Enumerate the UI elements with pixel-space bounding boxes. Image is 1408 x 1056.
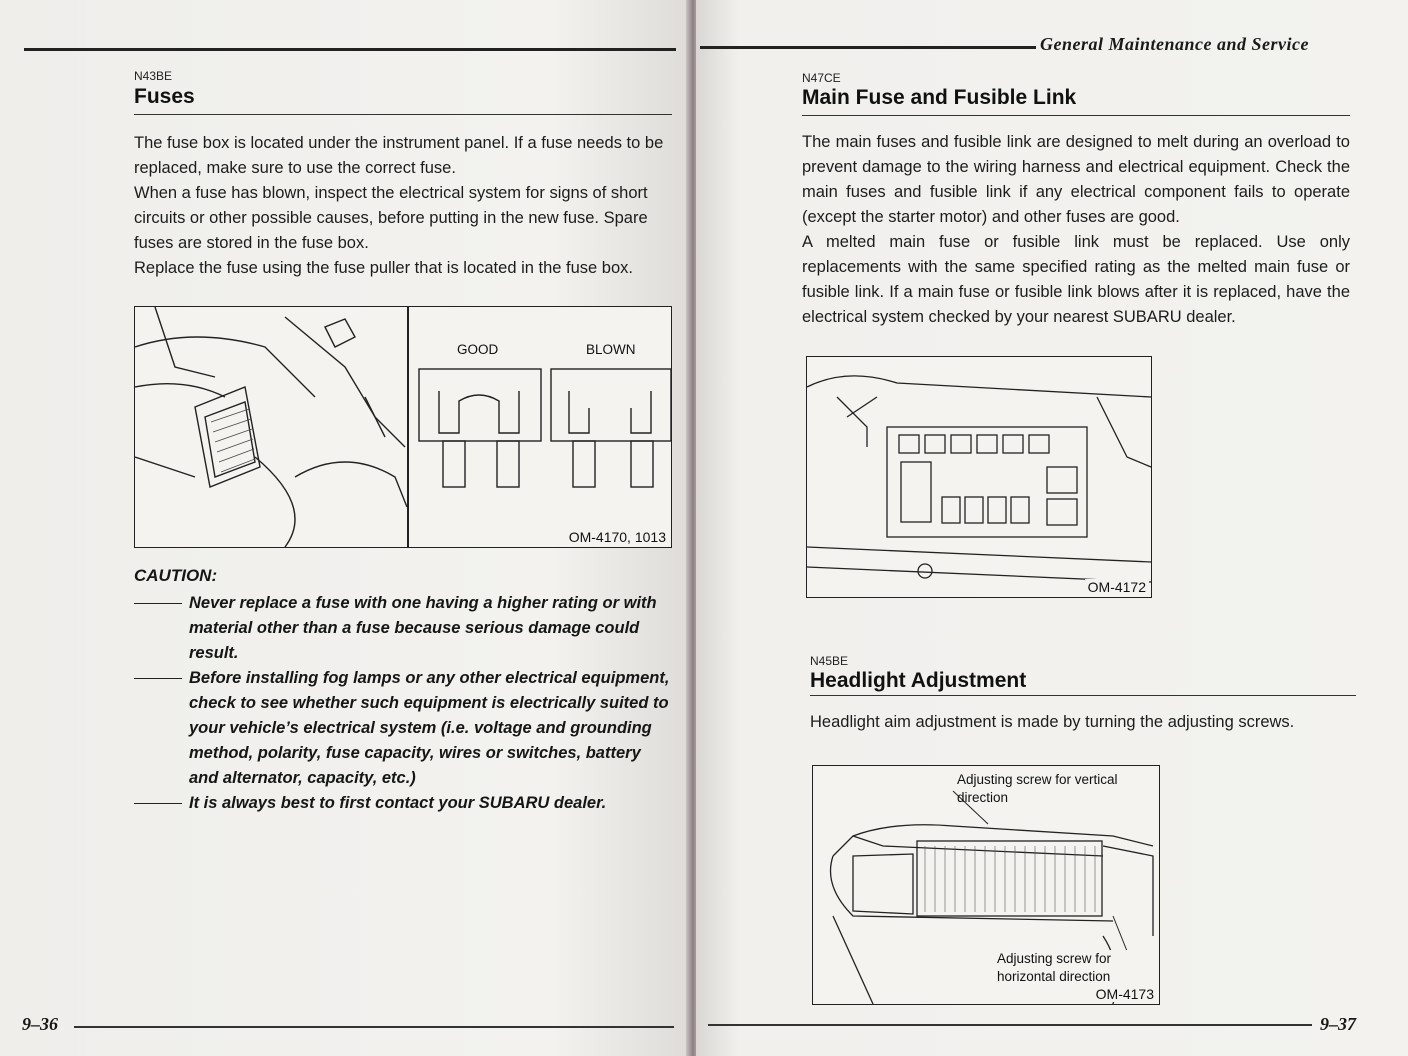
running-head: General Maintenance and Service — [1040, 34, 1309, 54]
headlight-figure-code: OM-4173 — [1093, 986, 1157, 1002]
main-fuse-figure-code: OM-4172 — [1085, 579, 1149, 595]
caution-item-text: Before installing fog lamps or any other electrical equipment, check to see whether such equipment is electrically suited to your vehicle’s electrical system (i.e. voltage and grounding method, polarity, fuse capacity, wires or switches, battery and alternator, capacity, etc.) — [189, 669, 670, 787]
fuse-good-label: GOOD — [457, 342, 499, 357]
main-fuse-box-illustration — [807, 357, 1151, 597]
fuses-heading-rule — [134, 114, 672, 115]
caution-item — [134, 591, 674, 666]
caution-dash — [134, 678, 182, 679]
caution-item-text: Never replace a fuse with one having a higher rating or with material other than a fuse because serious damage could result. — [189, 594, 657, 662]
fuse-blown-label: BLOWN — [586, 342, 636, 357]
main-fuse-section-code: N47CE — [802, 71, 841, 85]
left-page — [0, 0, 690, 1056]
caution-item-text: It is always best to first contact your SUBARU dealer. — [189, 794, 607, 812]
main-fuse-heading-rule — [802, 115, 1350, 116]
fuses-section-code: N43BE — [134, 69, 173, 83]
horizontal-screw-label: Adjusting screw for horizontal direction — [997, 950, 1137, 986]
right-page-number: 9–37 — [1320, 1014, 1356, 1034]
fuse-box-figure — [134, 306, 672, 548]
left-page-number: 9–36 — [22, 1014, 58, 1034]
fuses-paragraph-2: When a fuse has blown, inspect the electrical system for signs of short circuits or other possible causes, before putting in the new fuse. Spare fuses are stored in the fuse box. — [134, 184, 648, 252]
fuse-comparison-illustration — [409, 363, 673, 513]
caution-dash — [134, 803, 182, 804]
right-bottom-rule — [708, 1024, 1312, 1026]
main-fuse-figure — [806, 356, 1152, 598]
main-fuse-heading: Main Fuse and Fusible Link — [802, 86, 1077, 109]
headlight-text: Headlight aim adjustment is made by turning the adjusting screws. — [810, 713, 1295, 731]
caution-item — [134, 791, 674, 816]
fuse-figure-code: OM-4170, 1013 — [566, 529, 669, 545]
vertical-screw-label: Adjusting screw for vertical direction — [957, 772, 1118, 805]
right-top-rule — [700, 46, 1036, 49]
caution-item — [134, 666, 674, 791]
main-fuse-paragraph-2: A melted main fuse or fusible link must be replaced. Use only replacements with the same specified rating as the melted main fuse or fusible link. If a main fuse or fusible link blows after it is replaced, have the electrical system checked by your nearest SUBARU dealer. — [802, 233, 1350, 326]
fuses-heading: Fuses — [134, 85, 195, 108]
caution-label: CAUTION: — [134, 566, 218, 585]
left-bottom-rule — [74, 1026, 674, 1028]
main-fuse-paragraph-1: The main fuses and fusible link are designed to melt during an overload to prevent damage to the wiring harness and electrical equipment. Check the main fuses and fusible link if any electrical component fails to operate (except the starter motor) and other fuses are good. — [802, 133, 1350, 226]
headlight-heading: Headlight Adjustment — [810, 669, 1027, 692]
fuse-box-illustration — [135, 307, 407, 547]
headlight-figure — [812, 765, 1160, 1005]
fuses-paragraph-1: The fuse box is located under the instrument panel. If a fuse needs to be replaced, make sure to use the correct fuse. — [134, 134, 664, 177]
left-top-rule — [24, 48, 676, 51]
headlight-heading-rule — [810, 695, 1356, 696]
fuses-text — [134, 131, 672, 281]
fuses-paragraph-3: Replace the fuse using the fuse puller that is located in the fuse box. — [134, 259, 633, 277]
caution-dash — [134, 603, 182, 604]
main-fuse-text — [802, 130, 1350, 330]
headlight-section-code: N45BE — [810, 654, 849, 668]
